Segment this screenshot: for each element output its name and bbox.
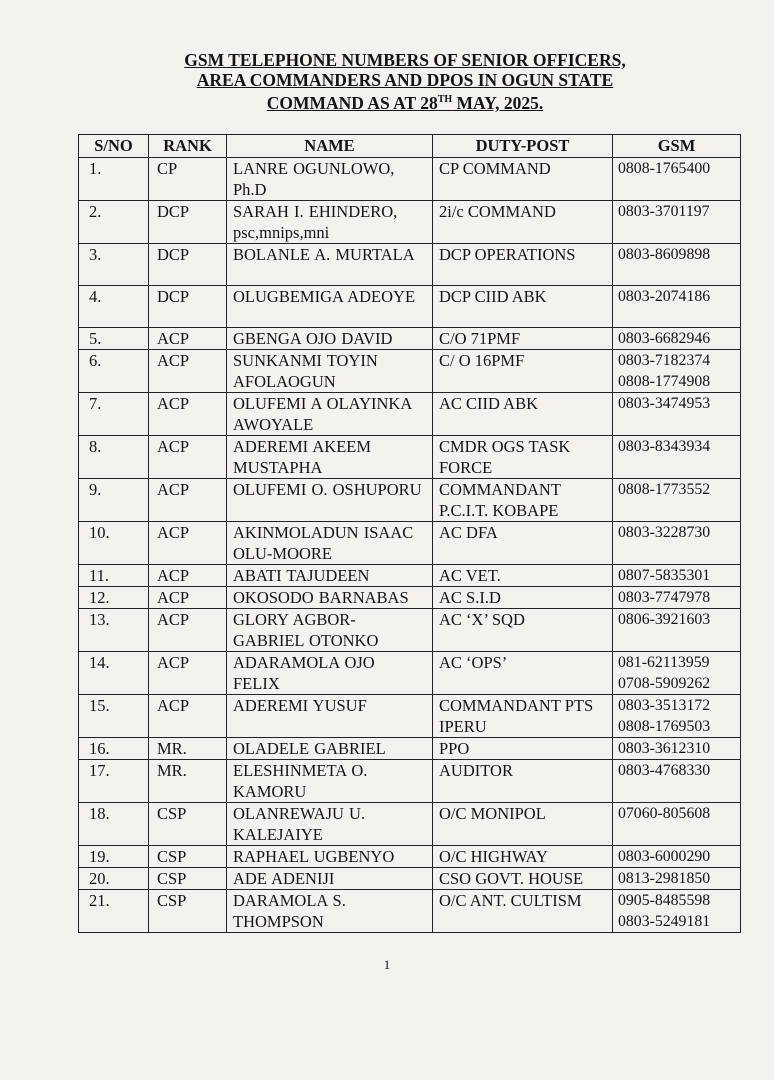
- title-line-3-pre: COMMAND AS AT 28: [266, 92, 438, 113]
- cell-duty-post: AC S.I.D: [433, 587, 613, 609]
- officers-table: [78, 134, 741, 933]
- cell-sno: 3.: [79, 244, 149, 286]
- cell-name: ELESHINMETA O. KAMORU: [227, 760, 433, 803]
- table-row: [79, 350, 741, 393]
- gsm-number: 0807-5835301: [618, 567, 711, 584]
- cell-duty-post: AUDITOR: [433, 760, 613, 803]
- cell-rank: CSP: [149, 890, 227, 933]
- cell-gsm: [613, 587, 741, 609]
- gsm-number: 0905-8485598: [618, 892, 711, 909]
- cell-name: OLUFEMI A OLAYINKA AWOYALE: [227, 393, 433, 436]
- gsm-number: 0813-2981850: [618, 870, 711, 887]
- gsm-number: 0803-8609898: [618, 246, 711, 263]
- cell-name: LANRE OGUNLOWO, Ph.D: [227, 158, 433, 201]
- table-row: [79, 328, 741, 350]
- cell-name: AKINMOLADUN ISAAC OLU-MOORE: [227, 522, 433, 565]
- cell-sno: 8.: [79, 436, 149, 479]
- cell-duty-post: DCP CIID ABK: [433, 286, 613, 328]
- cell-gsm: [613, 286, 741, 328]
- table-row: [79, 609, 741, 652]
- cell-gsm: [613, 436, 741, 479]
- table-header-row: [79, 135, 741, 158]
- cell-gsm: [613, 890, 741, 933]
- gsm-number: 0803-3612310: [618, 740, 711, 757]
- cell-name: ABATI TAJUDEEN: [227, 565, 433, 587]
- cell-gsm: [613, 158, 741, 201]
- cell-duty-post: AC VET.: [433, 565, 613, 587]
- cell-rank: ACP: [149, 522, 227, 565]
- gsm-number: 0803-3474953: [618, 395, 711, 412]
- cell-duty-post: COMMANDANT PTS IPERU: [433, 695, 613, 738]
- header-duty-post: DUTY-POST: [433, 135, 613, 158]
- cell-gsm: [613, 738, 741, 760]
- title-line-3: [60, 90, 750, 113]
- cell-gsm: [613, 350, 741, 393]
- cell-gsm: [613, 201, 741, 244]
- cell-duty-post: C/ O 16PMF: [433, 350, 613, 393]
- cell-gsm: [613, 803, 741, 846]
- cell-rank: ACP: [149, 328, 227, 350]
- cell-name: ADARAMOLA OJO FELIX: [227, 652, 433, 695]
- cell-rank: CSP: [149, 803, 227, 846]
- header-rank: RANK: [149, 135, 227, 158]
- cell-rank: CSP: [149, 846, 227, 868]
- title-line-2: AREA COMMANDERS AND DPOS IN OGUN STATE: [196, 70, 614, 90]
- table-row: [79, 652, 741, 695]
- cell-sno: 17.: [79, 760, 149, 803]
- cell-sno: 1.: [79, 158, 149, 201]
- cell-duty-post: O/C HIGHWAY: [433, 846, 613, 868]
- cell-rank: DCP: [149, 286, 227, 328]
- cell-name: OLADELE GABRIEL: [227, 738, 433, 760]
- gsm-number: 0803-6682946: [618, 330, 711, 347]
- cell-rank: ACP: [149, 565, 227, 587]
- gsm-number: 07060-805608: [618, 805, 711, 822]
- cell-rank: ACP: [149, 393, 227, 436]
- cell-gsm: [613, 652, 741, 695]
- cell-rank: ACP: [149, 587, 227, 609]
- cell-gsm: [613, 522, 741, 565]
- cell-sno: 12.: [79, 587, 149, 609]
- title-line-3-sup: TH: [437, 94, 453, 105]
- gsm-number: 0708-5909262: [618, 675, 711, 692]
- table-row: [79, 158, 741, 201]
- cell-rank: ACP: [149, 609, 227, 652]
- gsm-number: 081-62113959: [618, 654, 710, 671]
- gsm-number: 0808-1774908: [618, 373, 711, 390]
- cell-name: ADEREMI AKEEM MUSTAPHA: [227, 436, 433, 479]
- cell-rank: ACP: [149, 436, 227, 479]
- cell-sno: 19.: [79, 846, 149, 868]
- cell-gsm: [613, 868, 741, 890]
- title-line-3-post: MAY, 2025.: [452, 92, 544, 113]
- cell-duty-post: COMMANDANT P.C.I.T. KOBAPE: [433, 479, 613, 522]
- cell-sno: 6.: [79, 350, 149, 393]
- gsm-number: 0806-3921603: [618, 611, 711, 628]
- cell-rank: ACP: [149, 479, 227, 522]
- gsm-number: 0808-1769503: [618, 718, 711, 735]
- cell-duty-post: PPO: [433, 738, 613, 760]
- cell-gsm: [613, 244, 741, 286]
- cell-duty-post: 2i/c COMMAND: [433, 201, 613, 244]
- cell-duty-post: CMDR OGS TASK FORCE: [433, 436, 613, 479]
- cell-name: BOLANLE A. MURTALA: [227, 244, 433, 286]
- cell-name: ADEREMI YUSUF: [227, 695, 433, 738]
- cell-duty-post: O/C MONIPOL: [433, 803, 613, 846]
- table-row: [79, 286, 741, 328]
- table-row: [79, 565, 741, 587]
- table-row: [79, 846, 741, 868]
- gsm-number: 0803-3513172: [618, 697, 711, 714]
- cell-sno: 9.: [79, 479, 149, 522]
- cell-duty-post: AC DFA: [433, 522, 613, 565]
- title-line-1: GSM TELEPHONE NUMBERS OF SENIOR OFFICERS,: [184, 50, 626, 70]
- table-row: [79, 201, 741, 244]
- cell-gsm: [613, 565, 741, 587]
- cell-gsm: [613, 328, 741, 350]
- table-row: [79, 803, 741, 846]
- cell-duty-post: O/C ANT. CULTISM: [433, 890, 613, 933]
- table-row: [79, 868, 741, 890]
- gsm-number: 0803-7182374: [618, 352, 711, 369]
- cell-sno: 5.: [79, 328, 149, 350]
- table-row: [79, 695, 741, 738]
- cell-rank: DCP: [149, 201, 227, 244]
- cell-gsm: [613, 479, 741, 522]
- table-row: [79, 738, 741, 760]
- cell-name: GBENGA OJO DAVID: [227, 328, 433, 350]
- cell-sno: 2.: [79, 201, 149, 244]
- cell-name: DARAMOLA S. THOMPSON: [227, 890, 433, 933]
- gsm-number: 0808-1773552: [618, 481, 711, 498]
- cell-name: OKOSODO BARNABAS: [227, 587, 433, 609]
- header-name: NAME: [227, 135, 433, 158]
- cell-name: RAPHAEL UGBENYO: [227, 846, 433, 868]
- cell-name: OLUGBEMIGA ADEOYE: [227, 286, 433, 328]
- table-row: [79, 760, 741, 803]
- header-gsm: GSM: [613, 135, 741, 158]
- cell-gsm: [613, 695, 741, 738]
- table-row: [79, 479, 741, 522]
- gsm-number: 0803-4768330: [618, 762, 711, 779]
- cell-rank: CP: [149, 158, 227, 201]
- cell-duty-post: AC ‘X’ SQD: [433, 609, 613, 652]
- gsm-number: 0803-8343934: [618, 438, 711, 455]
- cell-name: OLANREWAJU U. KALEJAIYE: [227, 803, 433, 846]
- table-row: [79, 393, 741, 436]
- cell-gsm: [613, 609, 741, 652]
- cell-rank: DCP: [149, 244, 227, 286]
- cell-name: SARAH I. EHINDERO, psc,mnips,mni: [227, 201, 433, 244]
- cell-duty-post: C/O 71PMF: [433, 328, 613, 350]
- cell-rank: ACP: [149, 350, 227, 393]
- table-row: [79, 244, 741, 286]
- gsm-number: 0803-7747978: [618, 589, 711, 606]
- cell-sno: 11.: [79, 565, 149, 587]
- gsm-number: 0808-1765400: [618, 160, 711, 177]
- cell-duty-post: DCP OPERATIONS: [433, 244, 613, 286]
- cell-gsm: [613, 846, 741, 868]
- cell-duty-post: AC ‘OPS’: [433, 652, 613, 695]
- table-body: [79, 158, 741, 933]
- cell-gsm: [613, 393, 741, 436]
- cell-rank: MR.: [149, 760, 227, 803]
- document-title: [60, 50, 750, 113]
- gsm-number: 0803-6000290: [618, 848, 711, 865]
- cell-duty-post: CSO GOVT. HOUSE: [433, 868, 613, 890]
- gsm-number: 0803-5249181: [618, 913, 711, 930]
- cell-sno: 16.: [79, 738, 149, 760]
- cell-gsm: [613, 760, 741, 803]
- cell-name: ADE ADENIJI: [227, 868, 433, 890]
- cell-name: GLORY AGBOR-GABRIEL OTONKO: [227, 609, 433, 652]
- table-row: [79, 890, 741, 933]
- cell-sno: 7.: [79, 393, 149, 436]
- cell-sno: 21.: [79, 890, 149, 933]
- table-row: [79, 436, 741, 479]
- gsm-number: 0803-2074186: [618, 288, 711, 305]
- cell-duty-post: AC CIID ABK: [433, 393, 613, 436]
- gsm-number: 0803-3701197: [618, 203, 710, 220]
- header-sno: S/NO: [79, 135, 149, 158]
- page-number: 1: [383, 957, 391, 972]
- cell-sno: 20.: [79, 868, 149, 890]
- cell-rank: ACP: [149, 695, 227, 738]
- cell-name: OLUFEMI O. OSHUPORU: [227, 479, 433, 522]
- cell-rank: MR.: [149, 738, 227, 760]
- cell-sno: 10.: [79, 522, 149, 565]
- cell-rank: CSP: [149, 868, 227, 890]
- cell-sno: 4.: [79, 286, 149, 328]
- table-row: [79, 587, 741, 609]
- cell-sno: 13.: [79, 609, 149, 652]
- cell-rank: ACP: [149, 652, 227, 695]
- table-row: [79, 522, 741, 565]
- cell-sno: 15.: [79, 695, 149, 738]
- gsm-number: 0803-3228730: [618, 524, 711, 541]
- cell-duty-post: CP COMMAND: [433, 158, 613, 201]
- cell-name: SUNKANMI TOYIN AFOLAOGUN: [227, 350, 433, 393]
- cell-sno: 18.: [79, 803, 149, 846]
- cell-sno: 14.: [79, 652, 149, 695]
